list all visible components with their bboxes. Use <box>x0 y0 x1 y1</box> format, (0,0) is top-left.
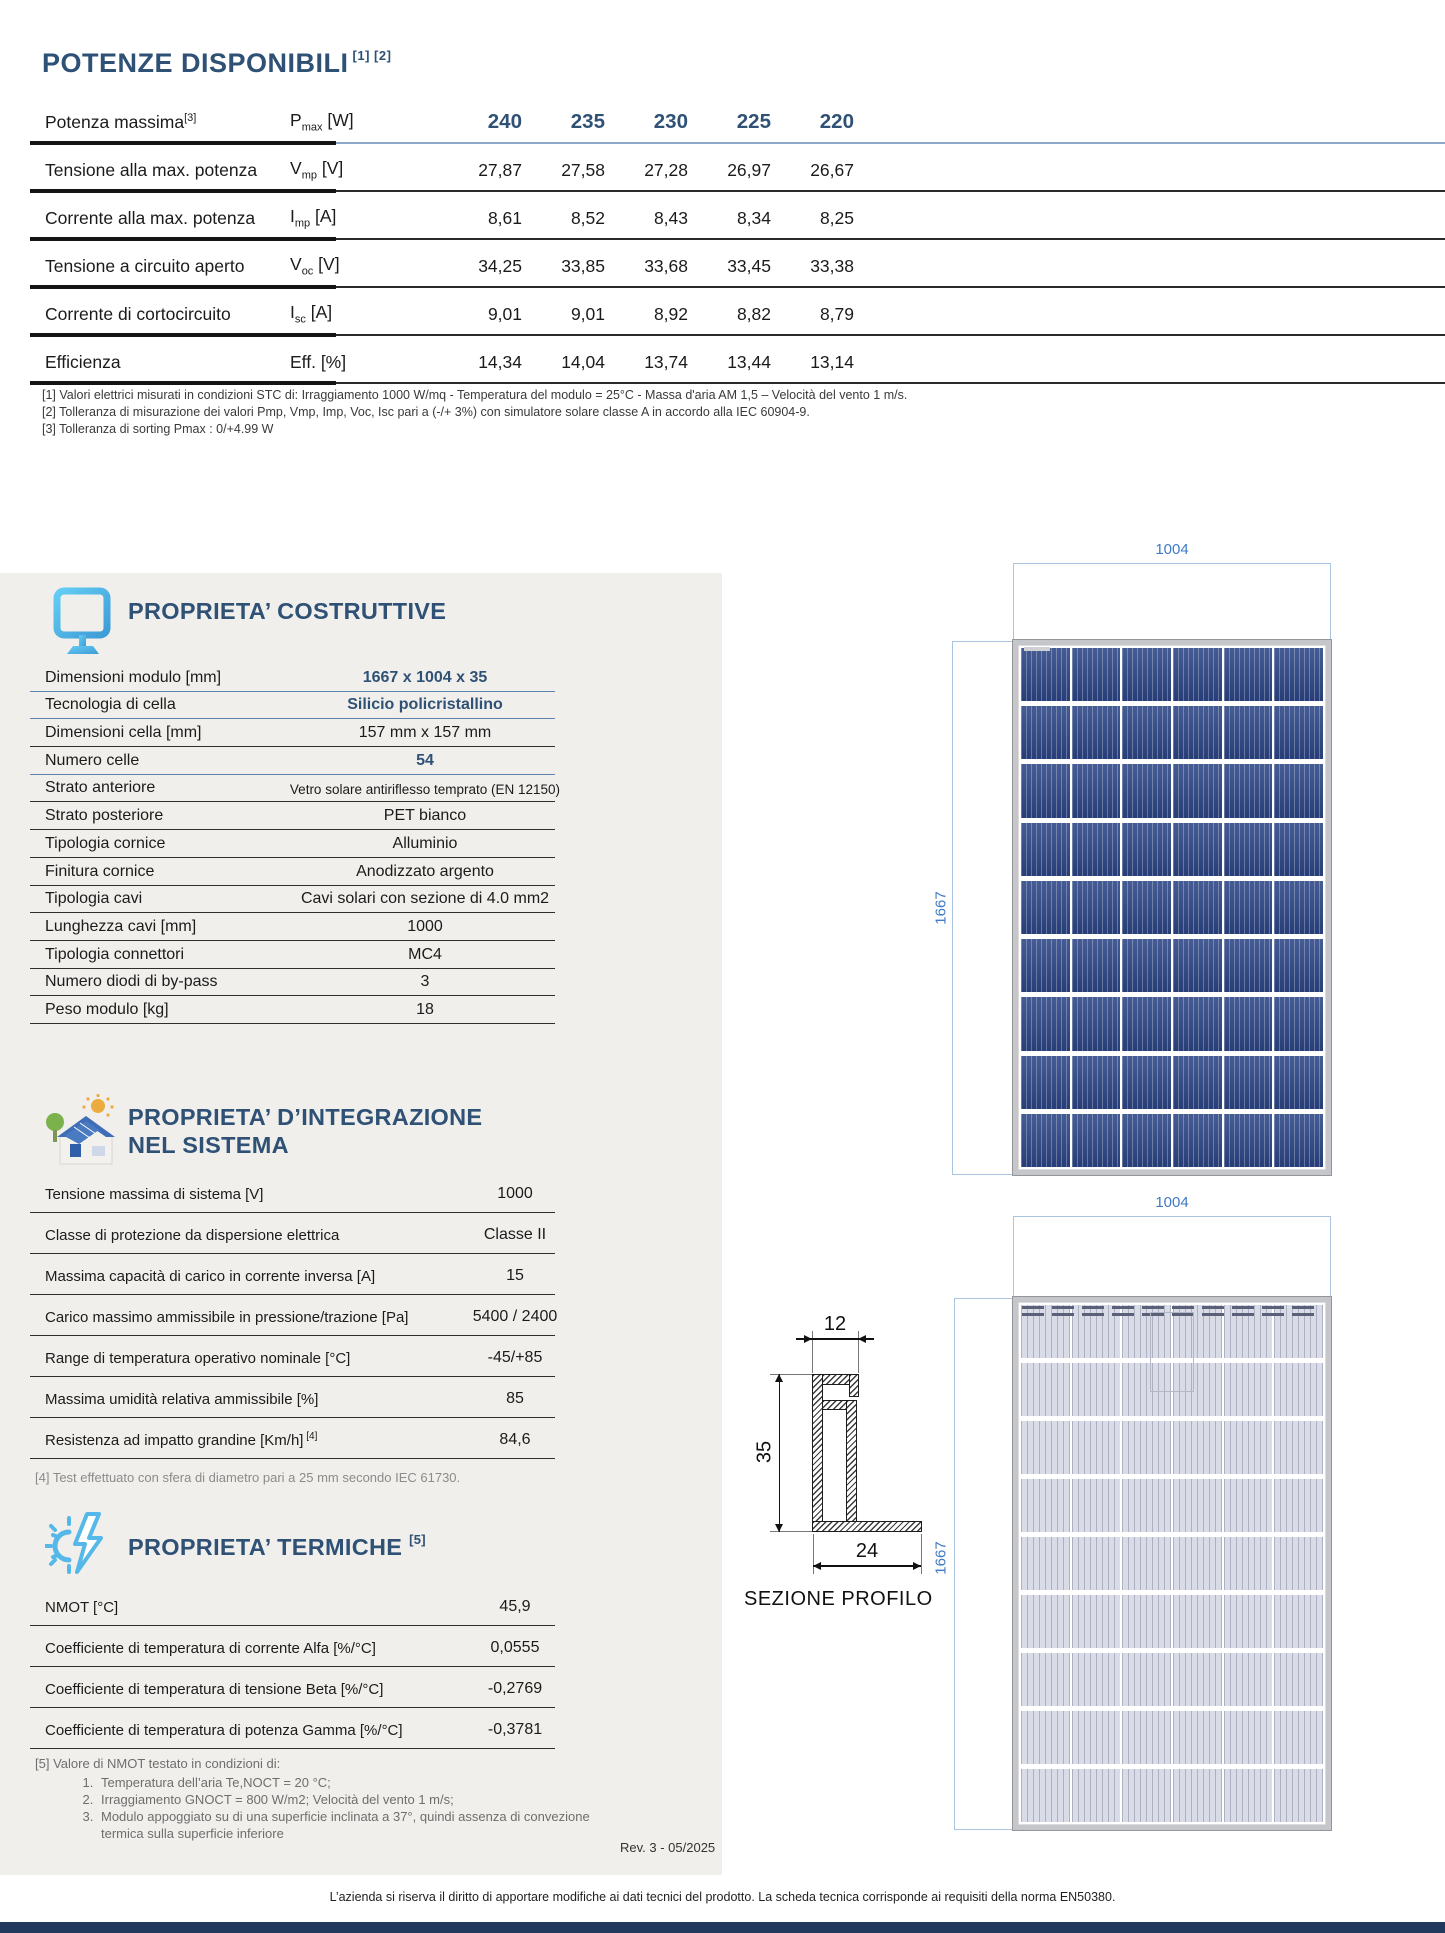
pv-cell <box>1122 997 1171 1050</box>
footnote-5-intro: [5] Valore di NMOT testato in condizioni di: <box>35 1756 281 1771</box>
property-row <box>30 664 555 692</box>
property-label: Tipologia cavi <box>45 890 143 908</box>
property-label: Finitura cornice <box>45 862 155 880</box>
row-symbol: Eff. [%] <box>290 352 347 372</box>
pv-cell <box>1224 1595 1273 1648</box>
pv-cell <box>1224 1653 1273 1706</box>
pv-cell <box>1122 823 1171 876</box>
pv-cell <box>1173 1653 1222 1706</box>
dimension-line <box>954 1829 1013 1830</box>
property-value: 54 <box>416 751 434 769</box>
arrowhead <box>775 1374 783 1382</box>
power-value: 33,68 <box>644 256 688 276</box>
pv-cell <box>1122 1595 1171 1648</box>
property-label: Strato anteriore <box>45 779 156 797</box>
property-row <box>30 1418 555 1459</box>
property-row <box>30 1336 555 1377</box>
pv-cell <box>1072 1537 1121 1590</box>
row-label: Corrente di cortocircuito <box>45 304 231 324</box>
pv-cell <box>1122 648 1171 701</box>
pv-cell <box>1122 706 1171 759</box>
pv-cell <box>1224 1056 1273 1109</box>
pv-cell <box>1224 939 1273 992</box>
pv-cell <box>1021 997 1070 1050</box>
pv-cell <box>1072 1653 1121 1706</box>
footnote: [1] Valori elettrici misurati in condizioni STC di: Irraggiamento 1000 W/mq - Temperatura del modulo = 25°C - Massa d'aria AM 1,5 – Velocità del vento 1 m/s. <box>42 388 908 402</box>
pv-cell <box>1274 1479 1323 1532</box>
property-row <box>30 1708 555 1749</box>
property-label: Dimensioni cella [mm] <box>45 724 202 742</box>
pv-cell <box>1274 1711 1323 1764</box>
pv-cell <box>1274 881 1323 934</box>
pv-cell <box>1122 1479 1171 1532</box>
pv-cell <box>1274 823 1323 876</box>
property-row <box>30 1172 555 1213</box>
property-label: Peso modulo [kg] <box>45 1000 169 1018</box>
power-table-row <box>30 96 1445 144</box>
sun-bolt-icon <box>45 1508 115 1583</box>
property-label: Carico massimo ammissibile in pressione/trazione [Pa] <box>45 1309 409 1326</box>
footnote-5 <box>35 1756 595 1842</box>
pv-cell <box>1224 648 1273 701</box>
pv-cell <box>1021 823 1070 876</box>
termiche-table <box>30 1585 555 1749</box>
junction-box-outline <box>1150 1312 1194 1392</box>
property-value: Anodizzato argento <box>356 862 494 880</box>
power-value: 8,43 <box>653 208 688 228</box>
property-label: Tipologia connettori <box>45 945 185 963</box>
pv-cell <box>1122 939 1171 992</box>
pv-cell <box>1173 706 1222 759</box>
pv-cell <box>1274 1114 1323 1167</box>
pv-cell <box>1274 1537 1323 1590</box>
property-row <box>30 913 555 941</box>
pv-cell <box>1021 1421 1070 1474</box>
integrazione-table <box>30 1172 558 1459</box>
row-symbol: $V_{oc}$ [V] <box>290 253 340 277</box>
pv-cell <box>1173 1479 1222 1532</box>
power-value: 27,58 <box>561 160 605 180</box>
pv-cell <box>1122 1537 1171 1590</box>
power-value: 26,97 <box>727 160 771 180</box>
property-value: -0,3781 <box>487 1721 543 1738</box>
pv-cell <box>1173 823 1222 876</box>
property-label: Dimensioni modulo [mm] <box>45 668 222 686</box>
footer-bar <box>0 1922 1445 1933</box>
pv-cell <box>1274 648 1323 701</box>
property-row <box>30 886 555 914</box>
property-value: 45,9 <box>499 1598 531 1615</box>
power-table-row <box>30 288 1445 336</box>
property-value: 157 mm x 157 mm <box>358 724 492 742</box>
row-symbol: $I_{sc}$ [A] <box>290 301 333 325</box>
power-value: 8,34 <box>736 208 771 228</box>
pv-cell <box>1122 764 1171 817</box>
section-title-integrazione: PROPRIETA’ D’INTEGRAZIONE NEL SISTEMA <box>128 1104 483 1158</box>
pv-cell <box>1122 1769 1171 1822</box>
pv-cell <box>1224 1479 1273 1532</box>
pv-cell <box>1274 939 1323 992</box>
power-footnotes <box>42 387 907 437</box>
property-row <box>30 1254 555 1295</box>
frame-profile-lip <box>849 1374 859 1397</box>
property-value: Classe II <box>483 1226 547 1243</box>
dimension-line <box>1013 563 1331 564</box>
pv-cell <box>1021 1114 1070 1167</box>
pv-cell <box>1173 648 1222 701</box>
property-value: 5400 / 2400 <box>472 1308 558 1325</box>
pv-cell <box>1021 1363 1070 1416</box>
footer-disclaimer: L’azienda si riserva il diritto di apportare modifiche ai dati tecnici del prodotto. La scheda tecnica corrisponde ai requisiti della norma EN50380. <box>329 1890 1116 1904</box>
property-label: Range di temperatura operativo nominale [°C] <box>45 1350 351 1367</box>
datasheet-page: POTENZE DISPONIBILI [1] [2] Potenza massima[3] $P_{max}$ [W] 240 235 230 225 220 Tensione alla max. potenza $V_{mp}$ [V] 27,87 27,58 27,28 26,97 26,67 Corrente alla max. potenza $I_{mp}$ [A] 8,61 8,52 8,43 8,34 8,25 Tensione a circuito aperto $V_{oc}$ [V] 34,25 33,85 33,68 33,45 33,38 Corrente di cortocircuito $I_{sc}$ [A] 9,01 9,01 8,92 8,82 8,79 Efficienza Eff. [%] 14,34 14,04 13,74 13,44 13,14 [1] Valori elettrici misurati in condizioni STC di: Irraggiamento 1000 W/mq - Temperatura del modulo = 25°C - Massa d'aria AM 1,5 – Velocità del vento 1 m/s. [2] Tolleranza di misurazione dei valori Pmp, Vmp, Imp, Voc, Isc pari a (-/+ 3%) con simulatore solare classe A in accordo alla IEC 60904-9. [3] Tolleranza di sorting Pmax : 0/+4.99 W PROPRIETA’ COSTRUTTIVE Dimensioni modulo [mm] 1667 x 1004 x 35 Tecnologia di cella Silicio policristallino Dimensioni cella [mm] 157 mm x 157 mm Numero celle 54 Strato anteriore Vetro solare antiriflesso temprato (EN 12150) Strato posteriore PET bianco Tipologia cornice Alluminio Finitura cornice Anodizzato argento Tipologia cavi Cavi solari con sezione di 4.0 mm2 Lunghezza cavi [mm] 1000 Tipologia connettori MC4 Numero diodi di by-pass 3 Peso modulo [kg] 18 PROPRIETA’ D’INTEGRAZIONE NEL SISTEMA Tensione massima di sistema [V] 1000 Classe di protezione da dispersione elettrica Classe II Massima capacità di carico in corrente inversa [A] 15 Carico massimo ammissibile in pressione/trazione [Pa] 5400 / 2400 Range di temperatura operativo nominale [°C] -45/+85 Massima umidità relativa ammissibile [%] 85 Resistenza ad impatto grandine [Km/h] [4] 84,6 [4] Test effettuato con sfera di diametro pari a 25 mm secondo IEC 61730. PROPRIETA’ TERMICHE [5] NMOT [°C] 45,9 Coefficiente di temperatura di corrente Alfa [%/°C] 0,0555 Coefficiente di temperatura di tensione Beta [%/°C] -0,2769 Coefficiente di temperatura di potenza Gamma [%/°C] -0,3781 [5] Valore di NMOT testato in condizioni di: 1. Temperatura dell’aria Te,NOCT = 20 °C; 2. Irraggiamento GNOCT = 800 W/m2; Velocità del vento 1 m/s; 3. Modulo appoggiato su di una superficie inclinata a 37°, quindi assenza di convezione termica sulla superficie inferiore 1004 1667 1004 1667 12 35 24 SEZIONE PROFILO Rev. 3 - 05/2025 L’azienda si riserva il diritto di apportare modifiche ai dati tecnici del prodotto. La scheda tecnica corrisponde ai requisiti della norma EN50380. <box>0 0 1445 1933</box>
row-symbol: $I_{mp}$ [A] <box>290 205 337 229</box>
pv-cell <box>1021 648 1070 701</box>
power-value: 33,45 <box>727 256 771 276</box>
power-value: 8,25 <box>819 208 854 228</box>
pv-cell <box>1021 1711 1070 1764</box>
property-row <box>30 830 555 858</box>
power-value: 13,14 <box>810 352 854 372</box>
property-value: 1667 x 1004 x 35 <box>362 668 488 686</box>
pv-cell <box>1224 1769 1273 1822</box>
pv-cell <box>1224 1421 1273 1474</box>
property-value: PET bianco <box>383 807 467 825</box>
property-label: Coefficiente di temperatura di corrente Alfa [%/°C] <box>45 1640 376 1657</box>
pv-cell <box>1072 1595 1121 1648</box>
dimension-line <box>1013 1216 1014 1297</box>
power-value: 8,52 <box>570 208 605 228</box>
row-label: Corrente alla max. potenza <box>45 208 256 228</box>
profile-dim-12: 12 <box>823 1313 847 1335</box>
power-value: 9,01 <box>570 304 605 324</box>
property-value: 3 <box>420 973 430 991</box>
pv-cell <box>1173 1711 1222 1764</box>
pv-cell <box>1224 706 1273 759</box>
dimension-line <box>1013 563 1014 640</box>
power-value: 33,85 <box>561 256 605 276</box>
pv-cell <box>1224 823 1273 876</box>
row-label: Tensione a circuito aperto <box>45 256 245 276</box>
pv-cell <box>1072 939 1121 992</box>
power-value: 27,87 <box>478 160 522 180</box>
arrowhead <box>804 1335 812 1343</box>
pv-cell <box>1122 1421 1171 1474</box>
footnote: [3] Tolleranza di sorting Pmax : 0/+4.99 W <box>42 421 274 436</box>
property-label: Massima capacità di carico in corrente inversa [A] <box>45 1268 376 1285</box>
pv-cell <box>1072 648 1121 701</box>
power-value: 26,67 <box>810 160 854 180</box>
pv-cell <box>1021 1056 1070 1109</box>
dimension-line <box>952 1174 1013 1175</box>
property-value: 85 <box>506 1390 524 1407</box>
dimension-line <box>813 1565 921 1567</box>
footnote-4: [4] Test effettuato con sfera di diametro pari a 25 mm secondo IEC 61730. <box>35 1470 461 1485</box>
power-value: 230 <box>653 110 688 133</box>
property-row <box>30 1626 555 1667</box>
pv-cell <box>1021 1595 1070 1648</box>
property-value: -45/+85 <box>487 1349 543 1366</box>
pv-cell <box>1072 1056 1121 1109</box>
bus-ribbon <box>1022 1306 1322 1309</box>
page-title <box>42 48 391 79</box>
panel-label-mark <box>1024 647 1050 651</box>
property-value: 15 <box>506 1267 524 1284</box>
pv-cell <box>1021 1537 1070 1590</box>
power-table-row <box>30 192 1445 240</box>
property-label: Tecnologia di cella <box>45 696 176 714</box>
pv-cell <box>1224 1114 1273 1167</box>
property-label: Coefficiente di temperatura di tensione Beta [%/°C] <box>45 1681 384 1698</box>
power-value: 8,92 <box>653 304 688 324</box>
pv-cell <box>1274 1056 1323 1109</box>
pv-cell <box>1274 764 1323 817</box>
pv-cell <box>1072 997 1121 1050</box>
power-value: 220 <box>819 110 854 133</box>
property-value: 1000 <box>497 1185 533 1202</box>
property-value: 1000 <box>407 917 443 935</box>
section-title-termiche: PROPRIETA’ TERMICHE [5] <box>128 1532 426 1560</box>
property-value: Cavi solari con sezione di 4.0 mm2 <box>300 890 550 908</box>
property-label: Tipologia cornice <box>45 834 166 852</box>
pv-cell <box>1021 939 1070 992</box>
pv-cell <box>1173 939 1222 992</box>
property-row <box>30 1585 555 1626</box>
pv-cell <box>1224 1537 1273 1590</box>
property-value: 84,6 <box>499 1431 531 1448</box>
section-title-costruttive: PROPRIETA’ COSTRUTTIVE <box>128 598 447 624</box>
property-label: Coefficiente di temperatura di potenza Gamma [%/°C] <box>45 1722 403 1739</box>
row-symbol: $P_{max}$ [W] <box>290 109 354 133</box>
pv-cell <box>1021 1653 1070 1706</box>
power-value: 14,04 <box>561 352 605 372</box>
pv-cell <box>1274 1363 1323 1416</box>
dimension-line <box>952 641 1013 642</box>
power-value: 13,74 <box>644 352 688 372</box>
pv-cell <box>1274 706 1323 759</box>
property-label: Numero celle <box>45 751 140 769</box>
pv-cell <box>1224 997 1273 1050</box>
power-table-row <box>30 240 1445 288</box>
dimension-line <box>952 641 953 1175</box>
pv-cell <box>1072 1421 1121 1474</box>
frame-profile-inner-wall <box>846 1400 857 1532</box>
table-rule <box>30 381 336 385</box>
rear-width-dimension: 1004 <box>1155 1194 1189 1211</box>
power-value: 225 <box>736 110 771 133</box>
power-value: 8,79 <box>819 304 854 324</box>
pv-cell <box>1173 1114 1222 1167</box>
pv-cell <box>1072 1711 1121 1764</box>
dimension-line <box>779 1374 781 1532</box>
pv-cell <box>1224 1363 1273 1416</box>
profile-caption: SEZIONE PROFILO <box>744 1588 933 1610</box>
pv-cell <box>1173 1421 1222 1474</box>
dimension-line <box>1330 1216 1331 1297</box>
pv-cell <box>1173 1537 1222 1590</box>
pv-cell <box>1122 881 1171 934</box>
property-row <box>30 775 561 803</box>
pv-cell <box>1122 1711 1171 1764</box>
pv-cell <box>1173 764 1222 817</box>
pv-cell <box>1072 706 1121 759</box>
page-title-text: POTENZE DISPONIBILI <box>42 48 349 78</box>
power-value: 34,25 <box>478 256 522 276</box>
frame-profile-wall <box>812 1374 823 1532</box>
solar-panel-icon <box>52 586 114 663</box>
pv-cell <box>1224 1711 1273 1764</box>
property-row <box>30 1295 558 1336</box>
row-label: Efficienza <box>45 352 121 372</box>
costruttive-table <box>30 664 561 1024</box>
footnote: [2] Tolleranza di misurazione dei valori Pmp, Vmp, Imp, Voc, Isc pari a (-/+ 3%) con simulatore solare classe A in accordo alla IEC 60904-9. <box>42 404 810 419</box>
property-label: Tensione massima di sistema [V] <box>45 1186 264 1203</box>
power-value: 235 <box>570 110 605 133</box>
property-label: Classe di protezione da dispersione elettrica <box>45 1227 340 1244</box>
property-value: -0,2769 <box>487 1680 543 1697</box>
pv-cell <box>1274 1595 1323 1648</box>
property-row <box>30 1667 555 1708</box>
pv-cell <box>1072 823 1121 876</box>
pv-cell <box>1122 1114 1171 1167</box>
pv-cell <box>1021 764 1070 817</box>
profile-dim-24: 24 <box>855 1540 879 1562</box>
dimension-line <box>954 1298 1013 1299</box>
property-value: 18 <box>416 1000 434 1018</box>
pv-cell <box>1122 1653 1171 1706</box>
arrowhead <box>913 1562 921 1570</box>
pv-cell <box>1072 1769 1121 1822</box>
pv-cell <box>1072 1363 1121 1416</box>
dimension-line <box>1013 1216 1331 1217</box>
property-value: Vetro solare antiriflesso temprato (EN 12150) <box>289 782 561 798</box>
footnote-5-item: 3. Modulo appoggiato su di una superficie inclinata a 37°, quindi assenza di convezione termica sulla superficie inferiore <box>97 1809 601 1843</box>
module-front-view <box>1013 640 1331 1175</box>
pv-cell <box>1021 706 1070 759</box>
row-label: Tensione alla max. potenza <box>45 160 258 180</box>
footnote-5-item: 1. Temperatura dell’aria Te,NOCT = 20 °C; <box>97 1775 601 1792</box>
dimension-line <box>954 1298 955 1830</box>
property-label: Massima umidità relativa ammissibile [%] <box>45 1391 319 1408</box>
power-value: 14,34 <box>478 352 522 372</box>
pv-cell <box>1021 1479 1070 1532</box>
property-row <box>30 941 555 969</box>
property-value: Silicio policristallino <box>347 696 503 714</box>
house-sun-icon <box>46 1094 120 1173</box>
property-row <box>30 969 555 997</box>
pv-cell <box>1072 764 1121 817</box>
property-row <box>30 996 555 1024</box>
arrowhead <box>775 1524 783 1532</box>
power-value: 13,44 <box>727 352 771 372</box>
revision-label: Rev. 3 - 05/2025 <box>620 1840 716 1855</box>
arrowhead <box>858 1335 866 1343</box>
power-value: 9,01 <box>487 304 522 324</box>
pv-cell <box>1122 1056 1171 1109</box>
property-label: Lunghezza cavi [mm] <box>45 917 197 935</box>
row-symbol: $V_{mp}$ [V] <box>290 157 344 181</box>
pv-cell <box>1274 1421 1323 1474</box>
power-table <box>30 96 1445 384</box>
front-width-dimension: 1004 <box>1155 541 1189 558</box>
property-value: Alluminio <box>392 834 458 852</box>
pv-cell <box>1173 881 1222 934</box>
pv-cell <box>1072 881 1121 934</box>
pv-cell <box>1072 1479 1121 1532</box>
property-value: MC4 <box>408 945 442 963</box>
pv-cell <box>1021 881 1070 934</box>
power-table-row <box>30 144 1445 192</box>
power-value: 27,28 <box>644 160 688 180</box>
property-label: NMOT [°C] <box>45 1599 119 1616</box>
pv-cell <box>1224 764 1273 817</box>
pv-cell <box>1274 1769 1323 1822</box>
power-value: 8,82 <box>736 304 771 324</box>
pv-cell <box>1072 1114 1121 1167</box>
property-label: Resistenza ad impatto grandine [Km/h] [4] <box>45 1431 318 1449</box>
power-value: 240 <box>487 110 522 133</box>
row-label: Potenza massima[3] <box>45 112 197 132</box>
pv-cell <box>1173 1769 1222 1822</box>
pv-cell <box>1274 1653 1323 1706</box>
arrowhead <box>813 1562 821 1570</box>
property-row <box>30 802 555 830</box>
power-value: 33,38 <box>810 256 854 276</box>
frame-profile-foot <box>812 1521 922 1532</box>
property-row <box>30 692 555 720</box>
power-table-row <box>30 336 1445 384</box>
page-title-footnote-refs: [1] [2] <box>352 48 392 63</box>
pv-cell <box>1173 997 1222 1050</box>
property-row <box>30 1377 555 1418</box>
property-row <box>30 1213 555 1254</box>
property-row <box>30 858 555 886</box>
pv-cell <box>1173 1595 1222 1648</box>
property-value: 0,0555 <box>490 1639 540 1656</box>
power-value: 8,61 <box>487 208 522 228</box>
property-row <box>30 747 555 775</box>
property-label: Numero diodi di by-pass <box>45 973 218 991</box>
pv-cell <box>1173 1056 1222 1109</box>
dimension-line <box>1330 563 1331 640</box>
pv-cell <box>1021 1769 1070 1822</box>
footnote-5-item: 2. Irraggiamento GNOCT = 800 W/m2; Velocità del vento 1 m/s; <box>97 1792 601 1809</box>
pv-cell <box>1274 997 1323 1050</box>
property-row <box>30 719 555 747</box>
property-label: Strato posteriore <box>45 807 164 825</box>
pv-cell <box>1224 881 1273 934</box>
